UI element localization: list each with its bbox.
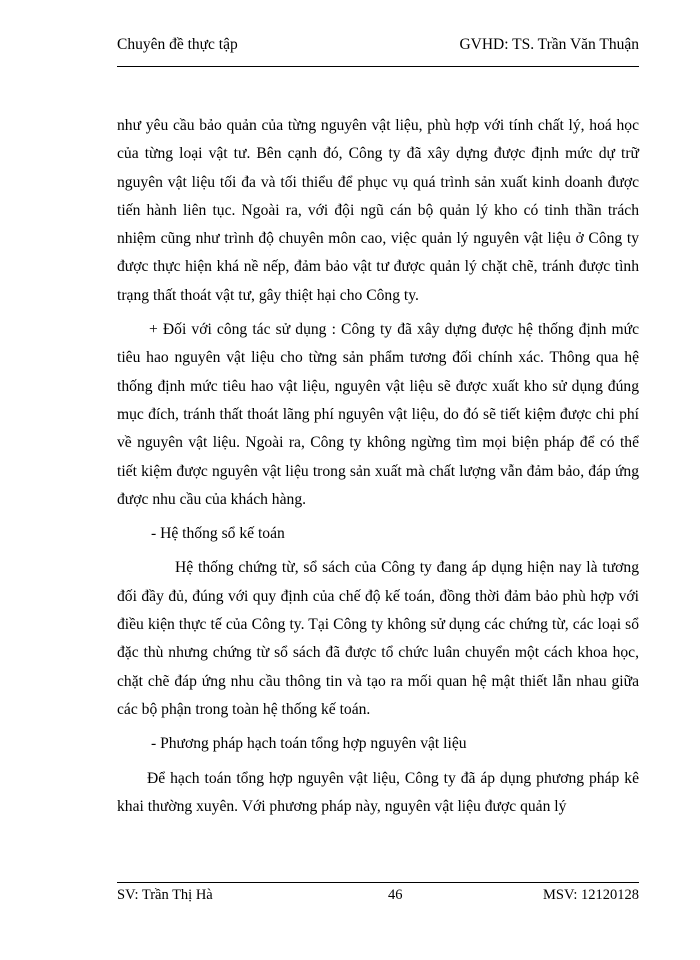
header-supervisor: GVHD: TS. Trần Văn Thuận (459, 36, 639, 53)
paragraph-storage: như yêu cầu bảo quản của từng nguyên vật liệu, phù hợp với tính chất lý, hoá học của từng loại vật tư. Bên cạnh đó, Công ty đã xây dựng được định mức dự trữ nguyên vật liệu tối đa và tối thiểu để phục vụ quá trình sản xuất kinh doanh được tiến hành liên tục. Ngoài ra, với đội ngũ cán bộ quản lý kho có tinh thần trách nhiệm cũng như trình độ chuyên môn cao, việc quản lý nguyên vật liệu ở Công ty được thực hiện khá nề nếp, đảm bảo vật tư được quản lý chặt chẽ, tránh được tình trạng thất thoát vật tư, gây thiệt hại cho Công ty. (117, 117, 639, 304)
paragraph-accounting-method: Để hạch toán tổng hợp nguyên vật liệu, Công ty đã áp dụng phương pháp kê khai thường xuyên. Với phương pháp này, nguyên vật liệu được quản lý (117, 769, 639, 815)
document-body (117, 112, 639, 827)
page-header (117, 36, 639, 67)
header-course-title: Chuyên đề thực tập (117, 36, 238, 53)
section-heading-ledger-system: - Hệ thống sổ kế toán (151, 525, 285, 543)
footer-student-id: MSV: 12120128 (542, 887, 639, 903)
page-number: 46 (388, 887, 403, 903)
page-footer (117, 882, 639, 909)
section-heading-accounting-method: - Phương pháp hạch toán tổng hợp nguyên vật liệu (151, 735, 467, 753)
footer-student-name: SV: Trần Thị Hà (117, 887, 213, 903)
paragraph-usage: + Đối với công tác sử dụng : Công ty đã xây dựng được hệ thống định mức tiêu hao nguyên vật liệu cho từng sản phẩm tương đối chính xác. Thông qua hệ thống định mức tiêu hao vật liệu, nguyên vật liệu sẽ được xuất kho sử dụng đúng mục đích, tránh thất thoát lãng phí nguyên vật liệu, do đó sẽ tiết kiệm được chi phí về nguyên vật liệu. Ngoài ra, Công ty không ngừng tìm mọi biện pháp để có thể tiết kiệm được nguyên vật liệu trong sản xuất mà chất lượng vẫn đảm bảo, đáp ứng được nhu cầu của khách hàng. (117, 321, 639, 508)
paragraph-ledger-system: Hệ thống chứng từ, sổ sách của Công ty đang áp dụng hiện nay là tương đối đầy đủ, đúng với quy định của chế độ kế toán, đồng thời đảm bảo phù hợp với điều kiện thực tế của Công ty. Tại Công ty không sử dụng các chứng từ, các loại sổ đặc thù nhưng chứng từ sổ sách đã được tổ chức luân chuyển một cách khoa học, chặt chẽ đáp ứng nhu cầu thông tin và tạo ra mối quan hệ mật thiết lẫn nhau giữa các bộ phận trong toàn hệ thống kế toán. (117, 559, 639, 718)
